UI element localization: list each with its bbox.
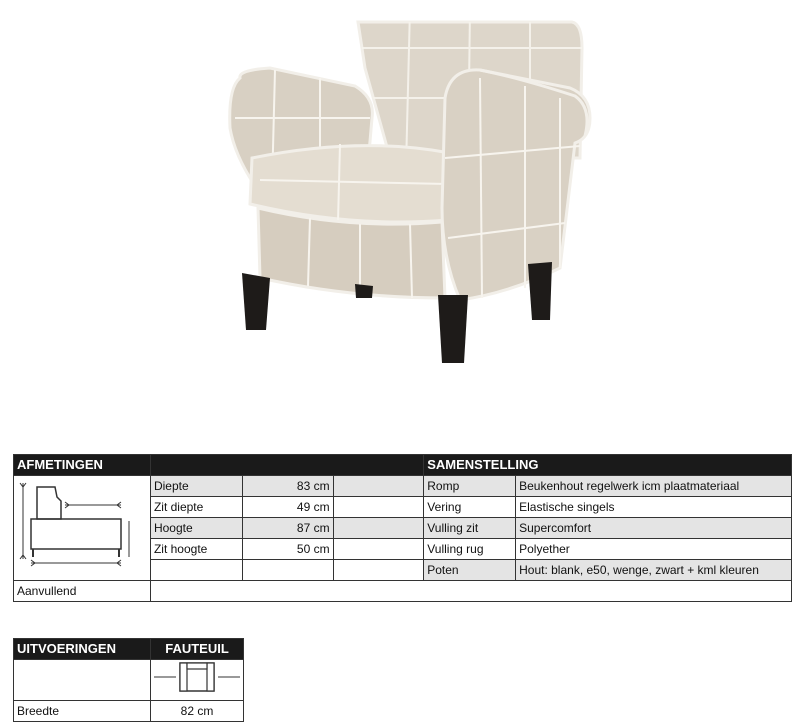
specification-table [13,454,792,602]
samenstelling-label: Vering [424,497,516,518]
breedte-value: 82 cm [151,701,244,722]
fauteuil-header: FAUTEUIL [151,639,244,660]
afmetingen-header: AFMETINGEN [14,455,151,476]
afmeting-label: Zit diepte [150,497,242,518]
afmeting-value: 87 cm [242,518,333,539]
samenstelling-label: Vulling zit [424,518,516,539]
samenstelling-value: Hout: blank, e50, wenge, zwart + kml kleuren [516,560,792,581]
samenstelling-value: Elastische singels [516,497,792,518]
afmeting-label: Zit hoogte [150,539,242,560]
uitvoeringen-header: UITVOERINGEN [14,639,151,660]
samenstelling-label: Poten [424,560,516,581]
samenstelling-label: Romp [424,476,516,497]
product-photo [180,8,620,380]
armchair-dimensions-icon [14,476,151,581]
uitvoeringen-table [13,638,244,722]
breedte-label: Breedte [14,701,151,722]
afmeting-label: Diepte [150,476,242,497]
samenstelling-value: Supercomfort [516,518,792,539]
armchair-top-view-icon [151,660,244,701]
afmeting-label: Hoogte [150,518,242,539]
samenstelling-value: Beukenhout regelwerk icm plaatmateriaal [516,476,792,497]
samenstelling-header: SAMENSTELLING [424,455,792,476]
afmeting-value: 49 cm [242,497,333,518]
afmeting-value: 83 cm [242,476,333,497]
samenstelling-label: Vulling rug [424,539,516,560]
afmeting-value: 50 cm [242,539,333,560]
samenstelling-value: Polyether [516,539,792,560]
aanvullend-label: Aanvullend [14,581,151,602]
